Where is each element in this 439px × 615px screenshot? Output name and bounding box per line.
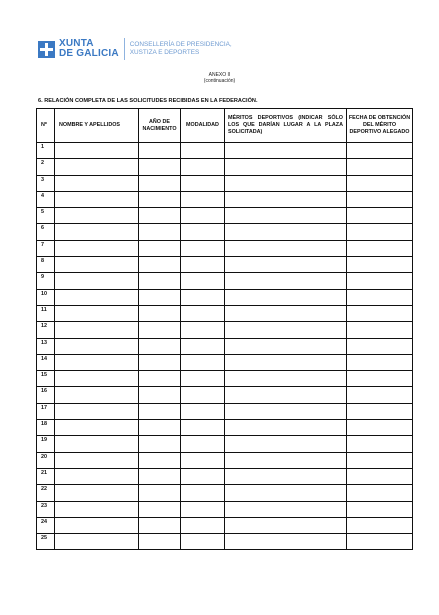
merits-cell[interactable] — [225, 387, 347, 403]
header-date: FECHA DE OBTENCIÓN DEL MÉRITO DEPORTIVO ALEGADO — [347, 109, 413, 143]
merits-cell[interactable] — [225, 338, 347, 354]
table-row — [37, 208, 413, 224]
name-cell[interactable] — [55, 452, 139, 468]
merits-cell[interactable] — [225, 501, 347, 517]
merits-cell[interactable] — [225, 257, 347, 273]
modality-cell[interactable] — [181, 224, 225, 240]
modality-cell[interactable] — [181, 338, 225, 354]
date-cell[interactable] — [347, 517, 413, 533]
birth-year-cell[interactable] — [139, 305, 181, 321]
birth-year-cell[interactable] — [139, 534, 181, 550]
modality-cell[interactable] — [181, 143, 225, 159]
merits-cell[interactable] — [225, 273, 347, 289]
merits-cell[interactable] — [225, 305, 347, 321]
date-cell[interactable] — [347, 485, 413, 501]
date-cell[interactable] — [347, 322, 413, 338]
row-number-cell: 2 — [37, 159, 55, 175]
merits-cell[interactable] — [225, 452, 347, 468]
date-cell[interactable] — [347, 143, 413, 159]
table-row — [37, 338, 413, 354]
table-row — [37, 175, 413, 191]
name-cell[interactable] — [55, 420, 139, 436]
modality-cell[interactable] — [181, 305, 225, 321]
modality-cell[interactable] — [181, 208, 225, 224]
row-number-cell: 9 — [37, 273, 55, 289]
modality-cell[interactable] — [181, 354, 225, 370]
name-cell[interactable] — [55, 191, 139, 207]
modality-cell[interactable] — [181, 534, 225, 550]
row-number-cell: 19 — [37, 436, 55, 452]
applications-table — [36, 108, 413, 550]
modality-cell[interactable] — [181, 452, 225, 468]
table-row — [37, 354, 413, 370]
table-row — [37, 289, 413, 305]
header-modality: MODALIDAD — [181, 109, 225, 143]
xunta-logo-text — [59, 39, 119, 59]
header-merits: MÉRITOS DEPORTIVOS (INDICAR SÓLO LOS QUE DARÍAN LUGAR A LA PLAZA SOLICITADA) — [225, 109, 347, 143]
birth-year-cell[interactable] — [139, 354, 181, 370]
birth-year-cell[interactable] — [139, 289, 181, 305]
name-cell[interactable] — [55, 159, 139, 175]
table-row — [37, 436, 413, 452]
merits-cell[interactable] — [225, 208, 347, 224]
modality-cell[interactable] — [181, 387, 225, 403]
row-number-cell: 13 — [37, 338, 55, 354]
row-number-cell: 11 — [37, 305, 55, 321]
date-cell[interactable] — [347, 452, 413, 468]
name-cell[interactable] — [55, 468, 139, 484]
table-row — [37, 468, 413, 484]
name-cell[interactable] — [55, 501, 139, 517]
modality-cell[interactable] — [181, 371, 225, 387]
merits-cell[interactable] — [225, 403, 347, 419]
row-number-cell: 12 — [37, 322, 55, 338]
row-number-cell: 16 — [37, 387, 55, 403]
modality-cell[interactable] — [181, 420, 225, 436]
modality-cell[interactable] — [181, 273, 225, 289]
annex-heading — [0, 73, 439, 84]
name-cell[interactable] — [55, 175, 139, 191]
row-number-cell: 10 — [37, 289, 55, 305]
birth-year-cell[interactable] — [139, 257, 181, 273]
modality-cell[interactable] — [181, 322, 225, 338]
name-cell[interactable] — [55, 322, 139, 338]
birth-year-cell[interactable] — [139, 143, 181, 159]
date-cell[interactable] — [347, 501, 413, 517]
name-cell[interactable] — [55, 485, 139, 501]
birth-year-cell[interactable] — [139, 159, 181, 175]
table-row — [37, 420, 413, 436]
name-cell[interactable] — [55, 208, 139, 224]
table-row — [37, 322, 413, 338]
date-cell[interactable] — [347, 468, 413, 484]
date-cell[interactable] — [347, 273, 413, 289]
merits-cell[interactable] — [225, 289, 347, 305]
birth-year-cell[interactable] — [139, 387, 181, 403]
date-cell[interactable] — [347, 403, 413, 419]
row-number-cell: 5 — [37, 208, 55, 224]
date-cell[interactable] — [347, 338, 413, 354]
name-cell[interactable] — [55, 257, 139, 273]
merits-cell[interactable] — [225, 420, 347, 436]
row-number-cell: 24 — [37, 517, 55, 533]
table-row — [37, 534, 413, 550]
logo-divider — [124, 38, 125, 60]
birth-year-cell[interactable] — [139, 371, 181, 387]
date-cell[interactable] — [347, 208, 413, 224]
merits-cell[interactable] — [225, 354, 347, 370]
row-number-cell: 17 — [37, 403, 55, 419]
merits-cell[interactable] — [225, 224, 347, 240]
date-cell[interactable] — [347, 534, 413, 550]
date-cell[interactable] — [347, 175, 413, 191]
table-row — [37, 191, 413, 207]
birth-year-cell[interactable] — [139, 338, 181, 354]
annex-subtitle: (continuación) — [203, 77, 236, 84]
logo-line-2: DE GALICIA — [59, 48, 119, 59]
merits-cell[interactable] — [225, 159, 347, 175]
department-line-1: CONSELLERÍA DE PRESIDENCIA, — [129, 41, 232, 48]
table-row — [37, 159, 413, 175]
table-row — [37, 305, 413, 321]
table-row — [37, 517, 413, 533]
header-birth-year: AÑO DE NACIMIENTO — [139, 109, 181, 143]
modality-cell[interactable] — [181, 240, 225, 256]
name-cell[interactable] — [55, 387, 139, 403]
name-cell[interactable] — [55, 240, 139, 256]
name-cell[interactable] — [55, 403, 139, 419]
modality-cell[interactable] — [181, 289, 225, 305]
date-cell[interactable] — [347, 289, 413, 305]
merits-cell[interactable] — [225, 468, 347, 484]
name-cell[interactable] — [55, 143, 139, 159]
merits-cell[interactable] — [225, 534, 347, 550]
date-cell[interactable] — [347, 257, 413, 273]
merits-cell[interactable] — [225, 143, 347, 159]
merits-cell[interactable] — [225, 191, 347, 207]
name-cell[interactable] — [55, 436, 139, 452]
date-cell[interactable] — [347, 224, 413, 240]
row-number-cell: 23 — [37, 501, 55, 517]
modality-cell[interactable] — [181, 403, 225, 419]
merits-cell[interactable] — [225, 517, 347, 533]
merits-cell[interactable] — [225, 322, 347, 338]
table-row — [37, 403, 413, 419]
row-number-cell: 14 — [37, 354, 55, 370]
name-cell[interactable] — [55, 371, 139, 387]
birth-year-cell[interactable] — [139, 403, 181, 419]
merits-cell[interactable] — [225, 240, 347, 256]
row-number-cell: 15 — [37, 371, 55, 387]
date-cell[interactable] — [347, 354, 413, 370]
table-header-row — [37, 109, 413, 143]
date-cell[interactable] — [347, 240, 413, 256]
name-cell[interactable] — [55, 289, 139, 305]
date-cell[interactable] — [347, 305, 413, 321]
table-row — [37, 257, 413, 273]
name-cell[interactable] — [55, 354, 139, 370]
row-number-cell: 25 — [37, 534, 55, 550]
row-number-cell: 1 — [37, 143, 55, 159]
header-name: NOMBRE Y APELLIDOS — [55, 109, 139, 143]
date-cell[interactable] — [347, 371, 413, 387]
date-cell[interactable] — [347, 191, 413, 207]
table-row — [37, 452, 413, 468]
table-row — [37, 485, 413, 501]
birth-year-cell[interactable] — [139, 240, 181, 256]
header — [38, 37, 232, 61]
modality-cell[interactable] — [181, 436, 225, 452]
table-row — [37, 501, 413, 517]
table-row — [37, 224, 413, 240]
modality-cell[interactable] — [181, 485, 225, 501]
modality-cell[interactable] — [181, 159, 225, 175]
row-number-cell: 20 — [37, 452, 55, 468]
row-number-cell: 3 — [37, 175, 55, 191]
birth-year-cell[interactable] — [139, 191, 181, 207]
date-cell[interactable] — [347, 420, 413, 436]
row-number-cell: 7 — [37, 240, 55, 256]
merits-cell[interactable] — [225, 485, 347, 501]
xunta-cross-icon — [38, 41, 55, 58]
section-title: 6. RELACIÓN COMPLETA DE LAS SOLICITUDES RECIBIDAS EN LA FEDERACIÓN. — [38, 98, 258, 104]
date-cell[interactable] — [347, 436, 413, 452]
name-cell[interactable] — [55, 305, 139, 321]
row-number-cell: 8 — [37, 257, 55, 273]
birth-year-cell[interactable] — [139, 436, 181, 452]
modality-cell[interactable] — [181, 175, 225, 191]
birth-year-cell[interactable] — [139, 273, 181, 289]
birth-year-cell[interactable] — [139, 420, 181, 436]
table-body — [37, 143, 413, 550]
birth-year-cell[interactable] — [139, 452, 181, 468]
name-cell[interactable] — [55, 224, 139, 240]
name-cell[interactable] — [55, 273, 139, 289]
name-cell[interactable] — [55, 534, 139, 550]
merits-cell[interactable] — [225, 175, 347, 191]
birth-year-cell[interactable] — [139, 517, 181, 533]
birth-year-cell[interactable] — [139, 224, 181, 240]
row-number-cell: 4 — [37, 191, 55, 207]
merits-cell[interactable] — [225, 436, 347, 452]
annex-title: ANEXO II — [208, 72, 231, 78]
birth-year-cell[interactable] — [139, 322, 181, 338]
name-cell[interactable] — [55, 338, 139, 354]
row-number-cell: 22 — [37, 485, 55, 501]
department-line-2: XUSTIZA E DEPORTES — [129, 49, 200, 56]
table-row — [37, 143, 413, 159]
name-cell[interactable] — [55, 517, 139, 533]
table-row — [37, 371, 413, 387]
row-number-cell: 6 — [37, 224, 55, 240]
birth-year-cell[interactable] — [139, 175, 181, 191]
modality-cell[interactable] — [181, 191, 225, 207]
table-row — [37, 273, 413, 289]
header-number: Nº — [37, 109, 55, 143]
modality-cell[interactable] — [181, 257, 225, 273]
table-row — [37, 240, 413, 256]
modality-cell[interactable] — [181, 501, 225, 517]
birth-year-cell[interactable] — [139, 501, 181, 517]
logo-line-1: XUNTA — [59, 38, 94, 49]
modality-cell[interactable] — [181, 468, 225, 484]
merits-cell[interactable] — [225, 371, 347, 387]
birth-year-cell[interactable] — [139, 485, 181, 501]
date-cell[interactable] — [347, 159, 413, 175]
date-cell[interactable] — [347, 387, 413, 403]
birth-year-cell[interactable] — [139, 208, 181, 224]
modality-cell[interactable] — [181, 517, 225, 533]
row-number-cell: 21 — [37, 468, 55, 484]
birth-year-cell[interactable] — [139, 468, 181, 484]
row-number-cell: 18 — [37, 420, 55, 436]
table-row — [37, 387, 413, 403]
department-name — [130, 41, 232, 57]
